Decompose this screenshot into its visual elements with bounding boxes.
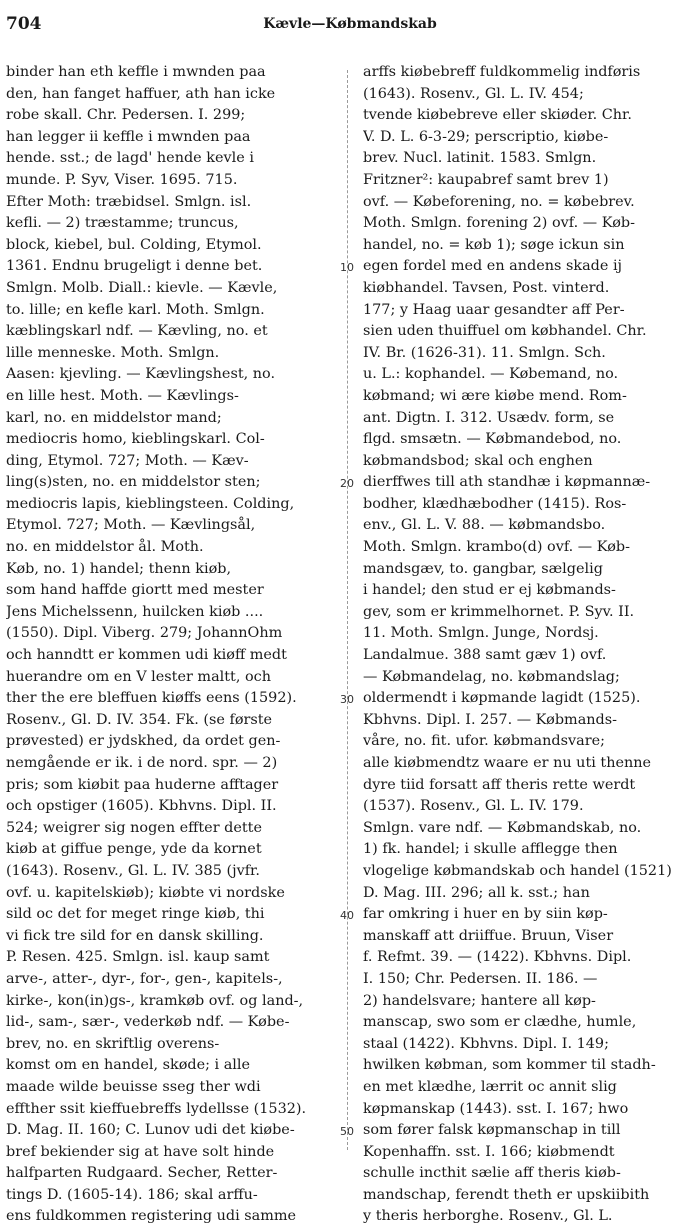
column-divider xyxy=(347,70,349,1150)
line-number: 30 xyxy=(340,693,354,707)
text-line: flgd. smsætn. — Købmandebod, no. xyxy=(363,431,622,448)
text-line: ens fuldkommen registering udi samme xyxy=(6,1208,297,1225)
text-line: maade wilde beuisse sseg ther wdi xyxy=(6,1078,261,1095)
text-line: binder han eth keffle i mwnden paa xyxy=(6,64,266,80)
text-line: dierffwes till ath standhæ i køpmannæ- xyxy=(363,474,651,491)
text-line: i handel; den stud er ej købmands- xyxy=(363,582,616,599)
text-line: effther ssit kieffuebreffs lydellsse (1532). xyxy=(6,1100,307,1117)
text-line: manskaff att driiffue. Bruun, Viser xyxy=(363,927,614,944)
line-number: 10 xyxy=(340,261,354,275)
text-line: Smlgn. vare ndf. — Købmandskab, no. xyxy=(363,819,642,836)
line-number: 40 xyxy=(340,909,354,923)
text-line: 524; weigrer sig nogen effter dette xyxy=(6,819,262,836)
text-line: D. Mag. III. 296; all k. sst.; han xyxy=(363,884,590,901)
text-line: (1550). Dipl. Viberg. 279; JohannOhm xyxy=(6,625,283,642)
page-number: 704 xyxy=(6,14,42,34)
text-line: y theris herborghe. Rosenv., Gl. L. xyxy=(363,1208,613,1225)
text-line: no. en middelstor ål. Moth. xyxy=(6,539,204,556)
text-line: Aasen: kjevling. — Kævlingshest, no. xyxy=(6,366,276,383)
text-line: ant. Digtn. I. 312. Usædv. form, se xyxy=(363,409,615,426)
text-line: kiøb at giffue penge, yde da kornet xyxy=(6,841,262,858)
page-header xyxy=(6,14,694,40)
text-line: den, han fanget haffuer, ath han icke xyxy=(6,85,276,102)
text-line: f. Refmt. 39. — (1422). Kbhvns. Dipl. xyxy=(363,949,632,966)
text-line: en met klædhe, lærrit oc annit slig xyxy=(363,1078,617,1095)
right-column xyxy=(363,62,697,1228)
text-line: Rosenv., Gl. D. IV. 354. Fk. (se første xyxy=(6,711,273,728)
text-line: kæblingskarl ndf. — Kævling, no. et xyxy=(6,323,268,340)
text-line: 2) handelsvare; hantere all køp- xyxy=(363,992,596,1009)
text-line: block, kiebel, bul. Colding, Etymol. xyxy=(6,236,262,253)
text-line: sild oc det for meget ringe kiøb, thi xyxy=(6,906,265,923)
text-line: mandschap, ferendt theth er upskiibith xyxy=(363,1186,650,1203)
text-line: bodher, klædhæbodher (1415). Ros- xyxy=(363,495,627,512)
text-line: våre, no. fit. ufor. købmandsvare; xyxy=(363,733,605,750)
text-line: mandsgæv, to. gangbar, sælgelig xyxy=(363,560,603,577)
text-line: ovf. — Købeforening, no. = købebrev. xyxy=(363,193,635,210)
text-line: (1537). Rosenv., Gl. L. IV. 179. xyxy=(363,798,584,815)
text-line: halfparten Rudgaard. Secher, Retter- xyxy=(6,1165,278,1182)
text-line: far omkring i huer en by siin køp- xyxy=(363,906,608,923)
text-line: 1361. Endnu brugeligt i denne bet. xyxy=(6,258,263,275)
text-line: robe skall. Chr. Pedersen. I. 299; xyxy=(6,107,246,124)
text-line: Landalmue. 388 samt gæv 1) ovf. xyxy=(363,647,607,664)
text-line: lid-, sam-, sær-, vederkøb ndf. — Købe- xyxy=(6,1014,290,1031)
line-number: 50 xyxy=(340,1125,354,1139)
text-line: brev. Nucl. latinit. 1583. Smlgn. xyxy=(363,150,597,167)
text-line: ovf. u. kapitelskiøb); kiøbte vi nordske xyxy=(6,884,285,901)
text-line: lille menneske. Moth. Smlgn. xyxy=(6,344,220,361)
text-line: P. Resen. 425. Smlgn. isl. kaup samt xyxy=(6,949,270,966)
text-line: prøvested) er jydskhed, da ordet gen- xyxy=(6,733,281,750)
text-line: ding, Etymol. 727; Moth. — Kæv- xyxy=(6,452,249,469)
text-line: vi fick tre sild for en dansk skilling. xyxy=(6,927,264,944)
running-head: Kævle—Købmandskab xyxy=(263,16,437,32)
line-number: 20 xyxy=(340,477,354,491)
text-line: kirke-, kon(in)gs-, kramkøb ovf. og land-, xyxy=(6,992,304,1009)
text-line: I. 150; Chr. Pedersen. II. 186. — xyxy=(363,970,598,987)
text-line: Fritzner²: kaupabref samt brev 1) xyxy=(363,171,609,188)
text-line: Jens Michelssenn, huilcken kiøb .... xyxy=(6,603,264,620)
text-line: arffs kiøbebreff fuldkommelig indføris xyxy=(363,64,641,80)
text-line: staal (1422). Kbhvns. Dipl. I. 149; xyxy=(363,1035,609,1052)
left-column xyxy=(6,62,336,1228)
text-line: och opstiger (1605). Kbhvns. Dipl. II. xyxy=(6,798,277,815)
text-line: tings D. (1605-14). 186; skal arffu- xyxy=(6,1186,258,1203)
text-line: env., Gl. L. V. 88. — købmandsbo. xyxy=(363,517,606,534)
text-line: — Købmandelag, no. købmandslag; xyxy=(363,668,620,685)
text-line: (1643). Rosenv., Gl. L. IV. 454; xyxy=(363,85,584,102)
text-line: køpmanskap (1443). sst. I. 167; hwo xyxy=(363,1100,629,1117)
text-line: 1) fk. handel; i skulle afflegge then xyxy=(363,841,618,858)
text-line: V. D. L. 6-3-29; perscriptio, kiøbe- xyxy=(363,128,609,145)
text-line: Smlgn. Molb. Diall.: kievle. — Kævle, xyxy=(6,279,278,296)
text-line: komst om en handel, skøde; i alle xyxy=(6,1057,251,1074)
text-line: Efter Moth: træbidsel. Smlgn. isl. xyxy=(6,193,252,210)
text-line: pris; som kiøbit paa huderne afftager xyxy=(6,776,279,793)
text-line: schulle incthit sælie aff theris kiøb- xyxy=(363,1165,621,1182)
text-line: han legger ii keffle i mwnden paa xyxy=(6,128,251,145)
text-line: nemgående er ik. i de nord. spr. — 2) xyxy=(6,755,278,771)
text-line: karl, no. en middelstor mand; xyxy=(6,409,222,426)
text-line: Etymol. 727; Moth. — Kævlingsål, xyxy=(6,517,256,534)
text-line: D. Mag. II. 160; C. Lunov udi det kiøbe- xyxy=(6,1122,295,1139)
text-line: dyre tiid forsatt aff theris rette werdt xyxy=(363,776,636,793)
text-line: som fører falsk køpmanschap in till xyxy=(363,1122,621,1139)
text-line: som hand haffde giortt med mester xyxy=(6,582,264,599)
text-line: arve-, atter-, dyr-, for-, gen-, kapitels-, xyxy=(6,970,283,987)
text-line: huerandre om en V lester maltt, och xyxy=(6,668,271,685)
text-line: mediocris lapis, kieblingsteen. Colding, xyxy=(6,495,295,512)
text-line: ling(s)sten, no. en middelstor sten; xyxy=(6,474,261,491)
text-line: tvende kiøbebreve eller skiøder. Chr. xyxy=(363,107,632,124)
text-line: och hanndtt er kommen udi kiøff medt xyxy=(6,647,287,664)
text-line: bref bekiender sig at have solt hinde xyxy=(6,1143,275,1160)
text-line: u. L.: kophandel. — Købemand, no. xyxy=(363,366,619,383)
text-line: egen fordel med en andens skade ij xyxy=(363,258,623,275)
text-line: Kopenhaffn. sst. I. 166; kiøbmendt xyxy=(363,1143,615,1160)
text-line: kefli. — 2) træstamme; truncus, xyxy=(6,215,239,232)
text-line: købmand; wi ære kiøbe mend. Rom- xyxy=(363,387,627,404)
text-line: mediocris homo, kieblingskarl. Col- xyxy=(6,431,265,448)
text-line: købmandsbod; skal och enghen xyxy=(363,452,593,469)
text-line: Moth. Smlgn. forening 2) ovf. — Køb- xyxy=(363,215,635,232)
text-line: manscap, swo som er clædhe, humle, xyxy=(363,1014,637,1031)
text-line: gev, som er krimmelhornet. P. Syv. II. xyxy=(363,603,635,620)
text-line: oldermendt i køpmande lagidt (1525). xyxy=(363,690,641,707)
text-line: hwilken købman, som kommer til stadh- xyxy=(363,1057,656,1074)
text-line: hende. sst.; de lagd' hende kevle i xyxy=(6,150,254,167)
text-line: (1643). Rosenv., Gl. L. IV. 385 (jvfr. xyxy=(6,862,260,879)
text-line: vlogelige købmandskab och handel (1521) xyxy=(363,862,672,879)
text-line: en lille hest. Moth. — Kævlings- xyxy=(6,387,239,404)
text-line: alle kiøbmendtz waare er nu uti thenne xyxy=(363,755,652,771)
text-line: sien uden thuiffuel om købhandel. Chr. xyxy=(363,323,647,340)
text-line: Moth. Smlgn. krambo(d) ovf. — Køb- xyxy=(363,539,631,556)
text-line: brev, no. en skriftlig overens- xyxy=(6,1035,220,1052)
text-line: munde. P. Syv, Viser. 1695. 715. xyxy=(6,171,238,188)
text-line: to. lille; en kefle karl. Moth. Smlgn. xyxy=(6,301,265,318)
text-line: 177; y Haag uaar gesandter aff Per- xyxy=(363,301,625,318)
text-line: Køb, no. 1) handel; thenn kiøb, xyxy=(6,560,232,577)
text-line: 11. Moth. Smlgn. Junge, Nordsj. xyxy=(363,625,599,642)
text-line: Kbhvns. Dipl. I. 257. — Købmands- xyxy=(363,711,618,728)
text-line: IV. Br. (1626-31). 11. Smlgn. Sch. xyxy=(363,344,606,361)
text-line: kiøbhandel. Tavsen, Post. vinterd. xyxy=(363,279,610,296)
text-line: handel, no. = køb 1); søge ickun sin xyxy=(363,236,625,253)
text-line: ther the ere bleffuen kiøffs eens (1592). xyxy=(6,690,297,707)
